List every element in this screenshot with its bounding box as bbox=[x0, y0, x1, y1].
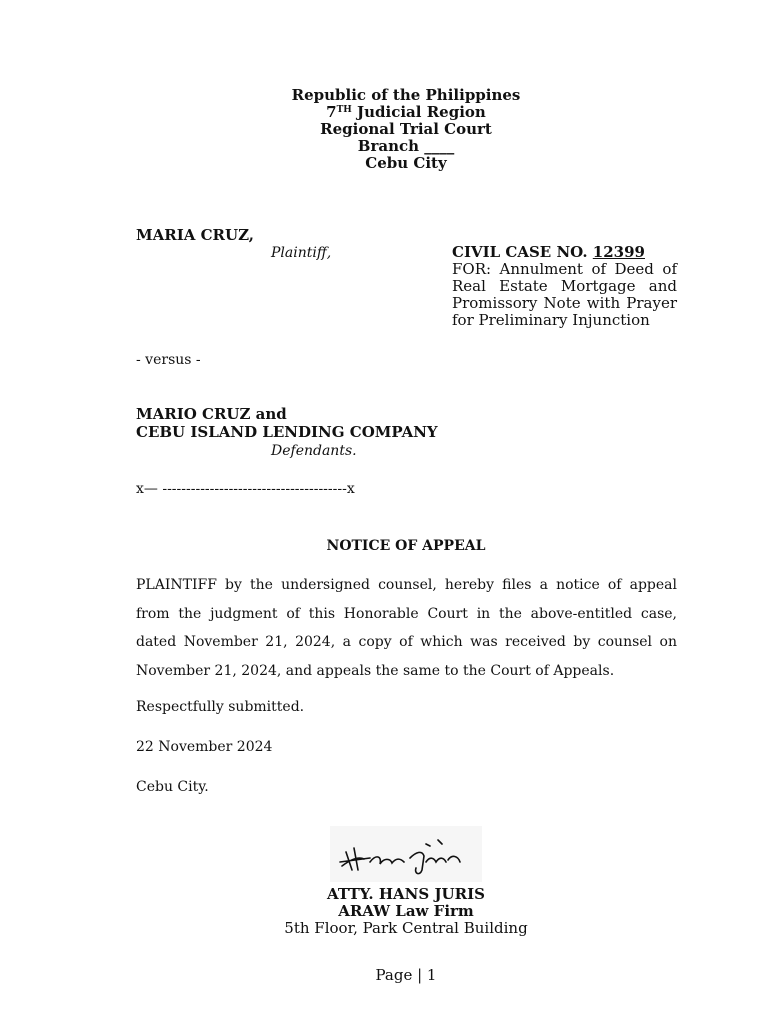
law-firm: ARAW Law Firm bbox=[338, 902, 474, 920]
case-number-line bbox=[452, 244, 677, 261]
defendant-name-2: CEBU ISLAND LENDING COMPANY bbox=[136, 423, 438, 441]
region-number: 7 bbox=[326, 103, 337, 121]
attorney-name: ATTY. HANS JURIS bbox=[327, 885, 485, 903]
branch-line: Branch ____ bbox=[357, 137, 455, 155]
date-text: 22 November 2024 bbox=[136, 739, 273, 755]
court-header bbox=[0, 87, 768, 172]
page-number: Page | 1 bbox=[375, 966, 437, 984]
body-paragraph: PLAINTIFF by the undersigned counsel, hereby files a notice of appeal from the judgment of this Honorable Court in the above-entitled case, dated November 21, 2024, a copy of which was received by counsel on November 21, 2024, and appeals the same to the Court of Appeals. bbox=[136, 577, 677, 679]
signature-block bbox=[0, 886, 768, 937]
case-number: 12399 bbox=[592, 243, 645, 261]
region-suffix: TH bbox=[336, 105, 352, 115]
region-text: Judicial Region bbox=[351, 103, 486, 121]
case-label: CIVIL CASE NO. bbox=[452, 243, 593, 261]
place-text: Cebu City. bbox=[136, 779, 209, 795]
caption-separator: x— ---------------------------------------x bbox=[136, 481, 355, 497]
city-line: Cebu City bbox=[365, 154, 447, 172]
defendant-name-1: MARIO CRUZ and bbox=[136, 405, 287, 423]
document-title: NOTICE OF APPEAL bbox=[326, 538, 486, 554]
region-line bbox=[0, 104, 768, 121]
court-line: Regional Trial Court bbox=[320, 120, 492, 138]
plaintiff-role: Plaintiff, bbox=[271, 245, 332, 261]
closing-text: Respectfully submitted. bbox=[136, 699, 305, 715]
plaintiff-name: MARIA CRUZ, bbox=[136, 226, 254, 244]
versus-text: - versus - bbox=[136, 352, 201, 368]
republic-line: Republic of the Philippines bbox=[291, 86, 521, 104]
case-caption bbox=[452, 244, 677, 329]
case-subject: FOR: Annulment of Deed of Real Estate Mortgage and Promissory Note with Prayer for Preliminary Injunction bbox=[452, 260, 677, 329]
firm-address: 5th Floor, Park Central Building bbox=[284, 919, 528, 937]
signature-image bbox=[330, 826, 482, 882]
handwritten-signature bbox=[330, 826, 482, 882]
defendant-role: Defendants. bbox=[271, 443, 357, 459]
